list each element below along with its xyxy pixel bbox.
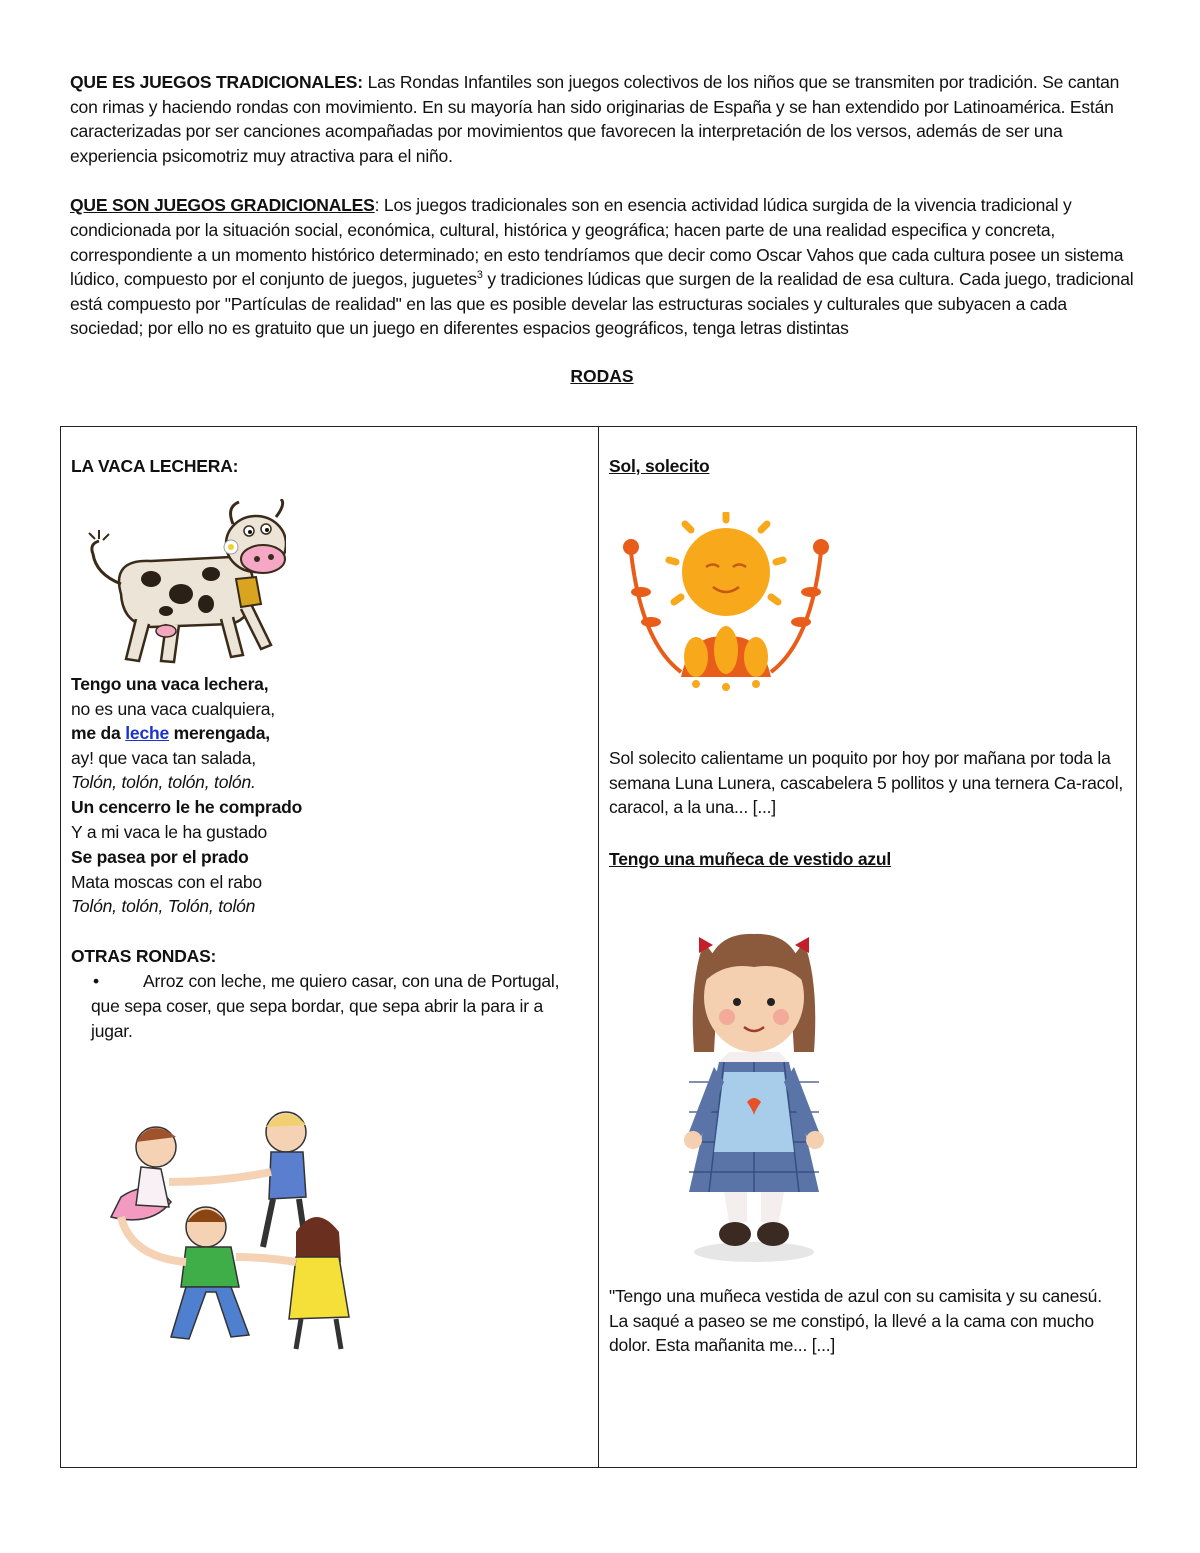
vaca-line-8: Se pasea por el prado [71, 847, 249, 867]
heading-que-son: QUE SON JUEGOS GRADICIONALES [70, 195, 375, 216]
vaca-line-9: Mata moscas con el rabo [71, 872, 262, 892]
bullet-icon: • [93, 971, 99, 991]
heading-que-es: QUE ES JUEGOS TRADICIONALES: [70, 72, 363, 92]
otras-rondas-text-first: Arroz con leche, me quiero casar, con una de Portugal, [143, 971, 560, 991]
rondas-table [60, 426, 1137, 1468]
intro-section [70, 70, 1134, 387]
section-title: RODAS [570, 365, 634, 386]
vaca-line-4: ay! que vaca tan salada, [71, 748, 256, 768]
sol-text: Sol solecito calientame un poquito por hoy por mañana por toda la semana Luna Lunera, cascabelera 5 pollitos y una ternera Ca-racol, caracol, a la una... [...] [609, 748, 1124, 818]
vaca-line-6: Un cencerro le he comprado [71, 797, 303, 817]
text-que-son-a: : Los juegos tradicionales son en esencia actividad lúdica surgida de la vivencia tradicional y condicionada por la situación social, económica, cultural, histórica y geográfica; hacen parte de una realidad especifica y concreta, correspondiente a un momento histórico determinado; en esto tendríamos que decir como Oscar Vahos que cada cultura posee un sistema lúdico, compuesto por el conjunto de juegos, juguetes [70, 195, 1124, 290]
vaca-line-3b: merengada, [169, 723, 270, 743]
vaca-title: LA VACA LECHERA: [71, 456, 239, 476]
vaca-line-3a: me da [71, 723, 126, 743]
muneca-title: Tengo una muñeca de vestido azul [609, 849, 892, 869]
right-cell [599, 427, 1137, 1468]
otras-rondas-text-rest: que sepa coser, que sepa bordar, que sepa abrir la para ir a jugar. [91, 996, 544, 1041]
otras-rondas-title: OTRAS RONDAS: [71, 946, 217, 966]
muneca-text: "Tengo una muñeca vestida de azul con su camisita y su canesú. La saqué a paseo se me constipó, la llevé a la cama con mucho dolor. Esta mañanita me... [...] [609, 1286, 1102, 1356]
left-cell [61, 427, 599, 1468]
sol-title: Sol, solecito [609, 456, 710, 476]
vaca-line-2: no es una vaca cualquiera, [71, 699, 275, 719]
vaca-line-1: Tengo una vaca lechera, [71, 674, 269, 694]
vaca-line-10: Tolón, tolón, Tolón, tolón [71, 896, 256, 916]
paragraph-que-es [70, 70, 1134, 168]
doll-illustration [669, 922, 839, 1267]
vaca-line-7: Y a mi vaca le ha gustado [71, 822, 268, 842]
paragraph-que-son [70, 193, 1134, 341]
text-que-es: Las Rondas Infantiles son juegos colectivos de los niños que se transmiten por tradición. Se cantan con rimas y haciendo rondas con movimiento. En su mayoría han sido originarias de España y se han extendido por Latinoamérica. Están caracterizadas por ser canciones acompañadas por movimientos que favorecen la interpretación de los versos, además de ser una experiencia psicomotriz muy atractiva para el niño. [70, 72, 1120, 166]
cow-illustration [81, 499, 286, 669]
children-ring-illustration [91, 1087, 351, 1357]
vaca-line-5: Tolón, tolón, tolón, tolón. [71, 772, 256, 792]
leche-link[interactable]: leche [125, 723, 169, 743]
vaca-line-3 [71, 721, 270, 746]
footnote-mark: 3 [476, 269, 483, 282]
text-que-son-b: y tradiciones lúdicas que surgen de la realidad de esa cultura. Cada juego, tradicional está compuesto por "Partículas de realidad" en las que es posible develar las estructuras sociales y culturales que subyacen a cada sociedad; por ello no es gratuito que un juego en diferentes espacios geográficos, tenga letras distintas [70, 269, 1134, 339]
sun-illustration [621, 512, 831, 692]
